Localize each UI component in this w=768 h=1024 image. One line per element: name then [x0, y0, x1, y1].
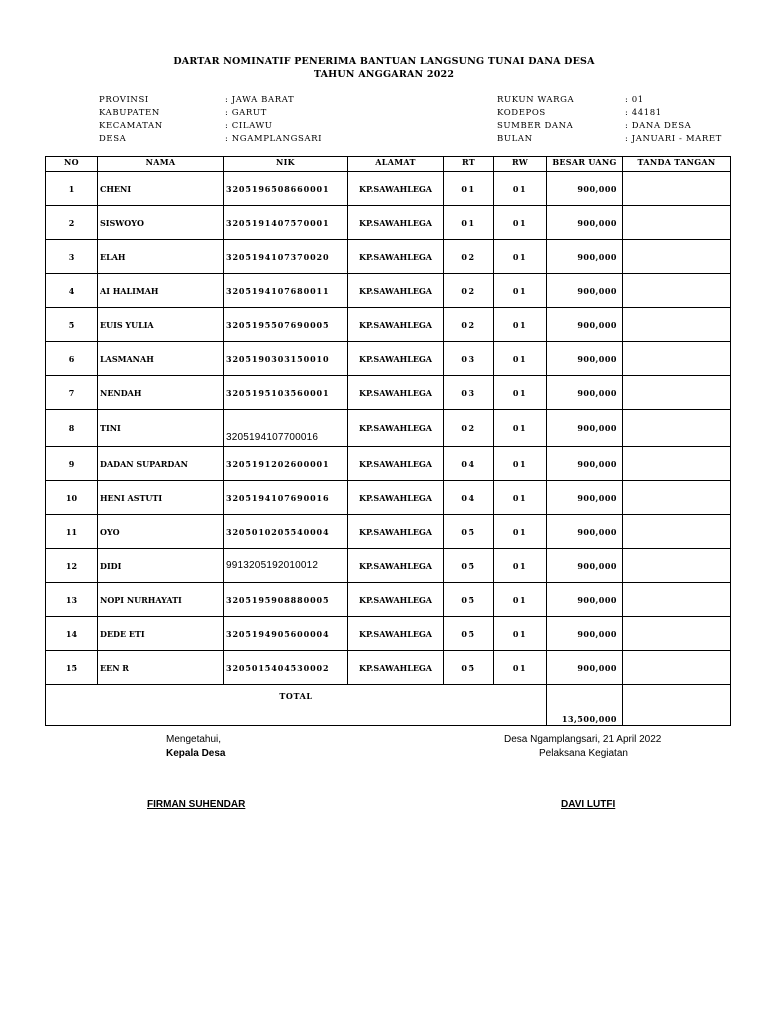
cell-signature: [623, 549, 731, 583]
header-nik: NIK: [224, 157, 348, 172]
cell-besar-uang: 900,000: [547, 274, 623, 308]
cell-besar-uang: 900,000: [547, 481, 623, 515]
info-label: KABUPATEN: [99, 108, 160, 118]
header-nama: NAMA: [98, 157, 224, 172]
info-label: KODEPOS: [497, 108, 546, 118]
recipient-table: [45, 156, 731, 726]
cell-rt: 05: [444, 549, 494, 583]
cell-nama: NOPI NURHAYATI: [98, 583, 224, 617]
cell-rw: 01: [494, 308, 547, 342]
cell-nik: 9913205192010012: [224, 549, 348, 583]
cell-rw: 01: [494, 583, 547, 617]
cell-no: 2: [46, 206, 98, 240]
cell-alamat: KP.SAWAHLEGA: [348, 240, 444, 274]
cell-besar-uang: 900,000: [547, 651, 623, 685]
cell-rw: 01: [494, 206, 547, 240]
info-value: : NGAMPLANGSARI: [225, 134, 323, 144]
cell-no: 8: [46, 410, 98, 447]
info-label: KECAMATAN: [99, 121, 163, 131]
cell-besar-uang: 900,000: [547, 515, 623, 549]
cell-nik: 3205195103560001: [224, 376, 348, 410]
cell-no: 1: [46, 172, 98, 206]
cell-nama: CHENI: [98, 172, 224, 206]
cell-besar-uang: 900,000: [547, 240, 623, 274]
cell-alamat: KP.SAWAHLEGA: [348, 515, 444, 549]
cell-nik: 3205195908880005: [224, 583, 348, 617]
cell-nik: 3205194107680011: [224, 274, 348, 308]
info-value: : JANUARI - MARET: [625, 134, 722, 144]
table-row: [46, 583, 731, 617]
cell-nama: OYO: [98, 515, 224, 549]
cell-signature: [623, 515, 731, 549]
cell-rt: 04: [444, 447, 494, 481]
header-besar-uang: BESAR UANG: [547, 157, 623, 172]
table-row: [46, 240, 731, 274]
cell-signature: [623, 410, 731, 447]
footer-left-line1: Mengetahui,: [166, 734, 222, 745]
table-row: [46, 206, 731, 240]
cell-nama: HENI ASTUTI: [98, 481, 224, 515]
info-value: : DANA DESA: [625, 121, 692, 131]
cell-rt: 01: [444, 206, 494, 240]
info-value: : GARUT: [225, 108, 267, 118]
cell-rt: 04: [444, 481, 494, 515]
cell-nik: 3205194107690016: [224, 481, 348, 515]
cell-rt: 05: [444, 651, 494, 685]
cell-nama: SISWOYO: [98, 206, 224, 240]
cell-alamat: KP.SAWAHLEGA: [348, 308, 444, 342]
cell-nik: 3205194905600004: [224, 617, 348, 651]
cell-rw: 01: [494, 376, 547, 410]
cell-besar-uang: 900,000: [547, 172, 623, 206]
cell-alamat: KP.SAWAHLEGA: [348, 206, 444, 240]
signatory-right-name: DAVI LUTFI: [561, 799, 616, 810]
header-tanda-tangan: TANDA TANGAN: [623, 157, 731, 172]
cell-besar-uang: 900,000: [547, 376, 623, 410]
info-value: : CILAWU: [225, 121, 273, 131]
cell-no: 9: [46, 447, 98, 481]
cell-rt: 05: [444, 617, 494, 651]
cell-no: 12: [46, 549, 98, 583]
table-row: [46, 172, 731, 206]
cell-nama: DADAN SUPARDAN: [98, 447, 224, 481]
info-value: : 44181: [625, 108, 662, 118]
table-header-row: [46, 157, 731, 172]
cell-rw: 01: [494, 447, 547, 481]
cell-rw: 01: [494, 617, 547, 651]
cell-rw: 01: [494, 651, 547, 685]
cell-nik: 3205190303150010: [224, 342, 348, 376]
info-value: : JAWA BARAT: [225, 95, 295, 105]
cell-nama: EUIS YULIA: [98, 308, 224, 342]
cell-signature: [623, 376, 731, 410]
cell-nama: LASMANAH: [98, 342, 224, 376]
cell-signature: [623, 583, 731, 617]
signatory-left-name: FIRMAN SUHENDAR: [147, 799, 246, 810]
cell-rw: 01: [494, 274, 547, 308]
cell-alamat: KP.SAWAHLEGA: [348, 342, 444, 376]
cell-signature: [623, 342, 731, 376]
cell-no: 3: [46, 240, 98, 274]
table-row: [46, 651, 731, 685]
cell-signature: [623, 274, 731, 308]
cell-no: 11: [46, 515, 98, 549]
cell-besar-uang: 900,000: [547, 447, 623, 481]
cell-rw: 01: [494, 172, 547, 206]
table-row: [46, 549, 731, 583]
cell-no: 15: [46, 651, 98, 685]
cell-nama: ELAH: [98, 240, 224, 274]
header-rt: RT: [444, 157, 494, 172]
cell-alamat: KP.SAWAHLEGA: [348, 583, 444, 617]
cell-rw: 01: [494, 342, 547, 376]
cell-alamat: KP.SAWAHLEGA: [348, 549, 444, 583]
cell-nik: 3205194107700016: [224, 410, 348, 447]
cell-rt: 01: [444, 172, 494, 206]
cell-nama: EEN R: [98, 651, 224, 685]
table-row: [46, 274, 731, 308]
header-alamat: ALAMAT: [348, 157, 444, 172]
cell-alamat: KP.SAWAHLEGA: [348, 376, 444, 410]
info-left-labels: [99, 94, 163, 146]
cell-besar-uang: 900,000: [547, 410, 623, 447]
cell-signature: [623, 308, 731, 342]
cell-alamat: KP.SAWAHLEGA: [348, 481, 444, 515]
cell-rw: 01: [494, 481, 547, 515]
cell-rt: 05: [444, 515, 494, 549]
cell-rt: 05: [444, 583, 494, 617]
cell-signature: [623, 172, 731, 206]
footer-right-role: Pelaksana Kegiatan: [539, 748, 628, 759]
cell-no: 5: [46, 308, 98, 342]
table-row: [46, 481, 731, 515]
info-label: PROVINSI: [99, 95, 149, 105]
cell-alamat: KP.SAWAHLEGA: [348, 447, 444, 481]
cell-besar-uang: 900,000: [547, 308, 623, 342]
cell-nama: AI HALIMAH: [98, 274, 224, 308]
cell-alamat: KP.SAWAHLEGA: [348, 651, 444, 685]
cell-alamat: KP.SAWAHLEGA: [348, 410, 444, 447]
cell-rt: 03: [444, 342, 494, 376]
document-subtitle: TAHUN ANGGARAN 2022: [313, 69, 455, 80]
cell-nik: 3205010205540004: [224, 515, 348, 549]
cell-rt: 03: [444, 376, 494, 410]
cell-signature: [623, 240, 731, 274]
cell-nama: DIDI: [98, 549, 224, 583]
header-rw: RW: [494, 157, 547, 172]
info-right-labels: [497, 94, 574, 146]
cell-rt: 02: [444, 308, 494, 342]
cell-no: 10: [46, 481, 98, 515]
cell-signature: [623, 651, 731, 685]
info-label: RUKUN WARGA: [497, 95, 575, 105]
cell-no: 6: [46, 342, 98, 376]
cell-signature: [623, 206, 731, 240]
cell-nik: 3205015404530002: [224, 651, 348, 685]
cell-rw: 01: [494, 410, 547, 447]
cell-no: 13: [46, 583, 98, 617]
cell-besar-uang: 900,000: [547, 583, 623, 617]
cell-nama: TINI: [98, 410, 224, 447]
cell-alamat: KP.SAWAHLEGA: [348, 172, 444, 206]
table-row: [46, 376, 731, 410]
info-label: DESA: [99, 134, 127, 144]
cell-rt: 02: [444, 410, 494, 447]
table-row: [46, 410, 731, 447]
cell-no: 14: [46, 617, 98, 651]
info-left-values: [225, 94, 322, 146]
cell-signature: [623, 685, 731, 726]
cell-nama: DEDE ETI: [98, 617, 224, 651]
cell-rt: 02: [444, 240, 494, 274]
footer-right-place-date: Desa Ngamplangsari, 21 April 2022: [504, 734, 662, 745]
cell-nama: NENDAH: [98, 376, 224, 410]
document-title: DARTAR NOMINATIF PENERIMA BANTUAN LANGSUNG TUNAI DANA DESA: [173, 56, 595, 67]
cell-besar-uang: 900,000: [547, 617, 623, 651]
cell-nik: 3205191202600001: [224, 447, 348, 481]
cell-no: 7: [46, 376, 98, 410]
cell-alamat: KP.SAWAHLEGA: [348, 617, 444, 651]
cell-rw: 01: [494, 549, 547, 583]
cell-nik: 3205195507690005: [224, 308, 348, 342]
cell-signature: [623, 481, 731, 515]
table-row: [46, 617, 731, 651]
info-label: BULAN: [497, 134, 533, 144]
total-label: TOTAL: [46, 685, 547, 726]
cell-alamat: KP.SAWAHLEGA: [348, 274, 444, 308]
total-row: [46, 685, 731, 726]
cell-besar-uang: 900,000: [547, 206, 623, 240]
table-row: [46, 342, 731, 376]
total-value: 13,500,000: [547, 685, 623, 726]
cell-signature: [623, 617, 731, 651]
cell-no: 4: [46, 274, 98, 308]
info-value: : 01: [625, 95, 644, 105]
cell-nik: 3205191407570001: [224, 206, 348, 240]
info-right-values: [625, 94, 722, 146]
cell-nik: 3205196508660001: [224, 172, 348, 206]
table-row: [46, 308, 731, 342]
info-label: SUMBER DANA: [497, 121, 574, 131]
cell-besar-uang: 900,000: [547, 549, 623, 583]
header-no: NO: [46, 157, 98, 172]
cell-rw: 01: [494, 240, 547, 274]
cell-signature: [623, 447, 731, 481]
footer-left-role: Kepala Desa: [166, 748, 226, 759]
table-row: [46, 515, 731, 549]
cell-rt: 02: [444, 274, 494, 308]
cell-nik: 3205194107370020: [224, 240, 348, 274]
cell-rw: 01: [494, 515, 547, 549]
cell-besar-uang: 900,000: [547, 342, 623, 376]
table-row: [46, 447, 731, 481]
